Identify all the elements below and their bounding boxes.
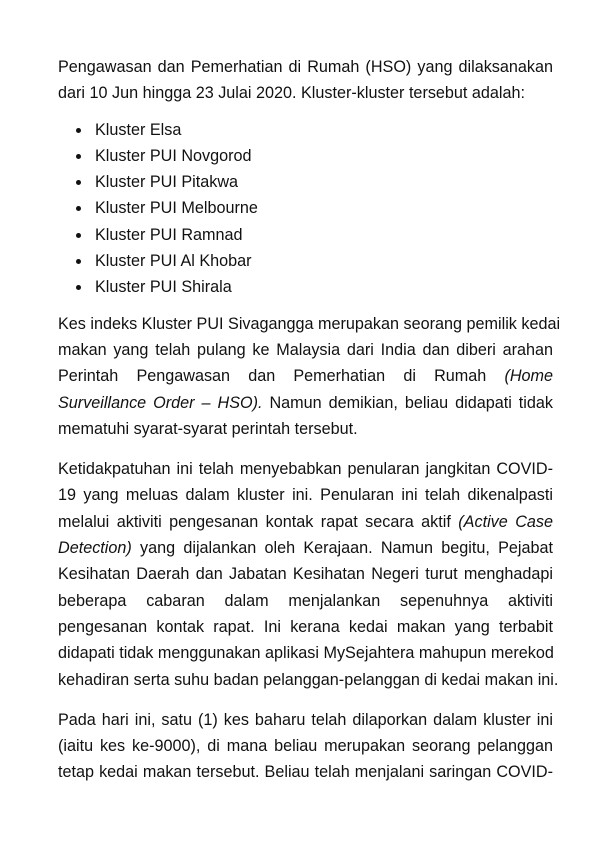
index-case-paragraph: [58, 311, 561, 442]
list-item: [58, 274, 553, 300]
list-item: [58, 143, 553, 169]
text-line: pengesanan kontak rapat. Ini kerana kedai makan yang terbabit: [58, 617, 553, 636]
text-line: [58, 390, 553, 416]
text-line: 19 yang meluas dalam kluster ini. Penularan ini telah dikenalpasti: [58, 486, 553, 505]
italic-term: Surveillance Order – HSO).: [58, 393, 263, 412]
text-line: (iaitu kes ke-9000), di mana beliau merupakan seorang pelanggan: [58, 737, 553, 756]
bullet-icon: [76, 233, 81, 238]
text-line: mematuhi syarat-syarat perintah tersebut.: [58, 419, 358, 438]
italic-term: Detection): [58, 539, 132, 558]
italic-term: (Active Case: [458, 512, 553, 531]
document-page: [58, 54, 561, 786]
text-span: yang dijalankan oleh Kerajaan. Namun begitu, Pejabat: [131, 539, 553, 558]
list-item-label: Kluster Elsa: [95, 120, 182, 139]
bullet-icon: [76, 154, 81, 159]
text-line: beberapa cabaran dalam menjalankan sepenuhnya aktiviti: [58, 591, 553, 610]
list-item-label: Kluster PUI Novgorod: [95, 146, 252, 165]
text-line: Pada hari ini, satu (1) kes baharu telah dilaporkan dalam kluster ini: [58, 710, 553, 729]
list-item: [58, 248, 553, 274]
list-item: [58, 169, 553, 195]
list-item: [58, 222, 553, 248]
text-line: didapati tidak menggunakan aplikasi MySejahtera mahupun merekod: [58, 644, 554, 663]
text-line: Kesihatan Daerah dan Jabatan Kesihatan Negeri turut menghadapi: [58, 565, 553, 584]
intro-paragraph: [58, 54, 553, 107]
today-paragraph: [58, 707, 553, 786]
text-span: Perintah Pengawasan dan Pemerhatian di Rumah: [58, 367, 487, 386]
list-item-label: Kluster PUI Pitakwa: [95, 173, 239, 192]
list-item: [58, 195, 553, 221]
bullet-icon: [76, 128, 81, 133]
list-item-label: Kluster PUI Al Khobar: [95, 252, 252, 271]
text-line: Ketidakpatuhan ini telah menyebabkan penularan jangkitan COVID-: [58, 460, 553, 479]
italic-term: (Home: [504, 367, 554, 386]
noncompliance-paragraph: [58, 456, 559, 693]
text-line: kehadiran serta suhu badan pelanggan-pelanggan di kedai makan ini.: [58, 670, 559, 689]
text-span: Namun demikian, beliau didapati tidak: [262, 393, 553, 412]
text-line: [58, 363, 553, 389]
bullet-icon: [76, 259, 81, 264]
text-line: Pengawasan dan Pemerhatian di Rumah (HSO) yang dilaksanakan: [58, 58, 553, 76]
bullet-icon: [76, 180, 81, 185]
cluster-list: [58, 117, 553, 301]
text-line: [58, 509, 553, 535]
list-item-label: Kluster PUI Shirala: [95, 278, 232, 297]
bullet-icon: [76, 206, 81, 211]
text-line: makan yang telah pulang ke Malaysia dari India dan diberi arahan: [58, 340, 553, 359]
list-item-label: Kluster PUI Ramnad: [95, 225, 243, 244]
bullet-icon: [76, 285, 81, 290]
text-line: dari 10 Jun hingga 23 Julai 2020. Kluster-kluster tersebut adalah:: [58, 84, 526, 103]
list-item: [58, 117, 553, 143]
text-line: [58, 535, 553, 561]
text-span: melalui aktiviti pengesanan kontak rapat secara aktif: [58, 512, 451, 531]
list-item-label: Kluster PUI Melbourne: [95, 199, 258, 218]
text-line: Kes indeks Kluster PUI Sivagangga merupakan seorang pemilik kedai: [58, 314, 561, 333]
text-line: tetap kedai makan tersebut. Beliau telah menjalani saringan COVID-: [58, 763, 553, 782]
